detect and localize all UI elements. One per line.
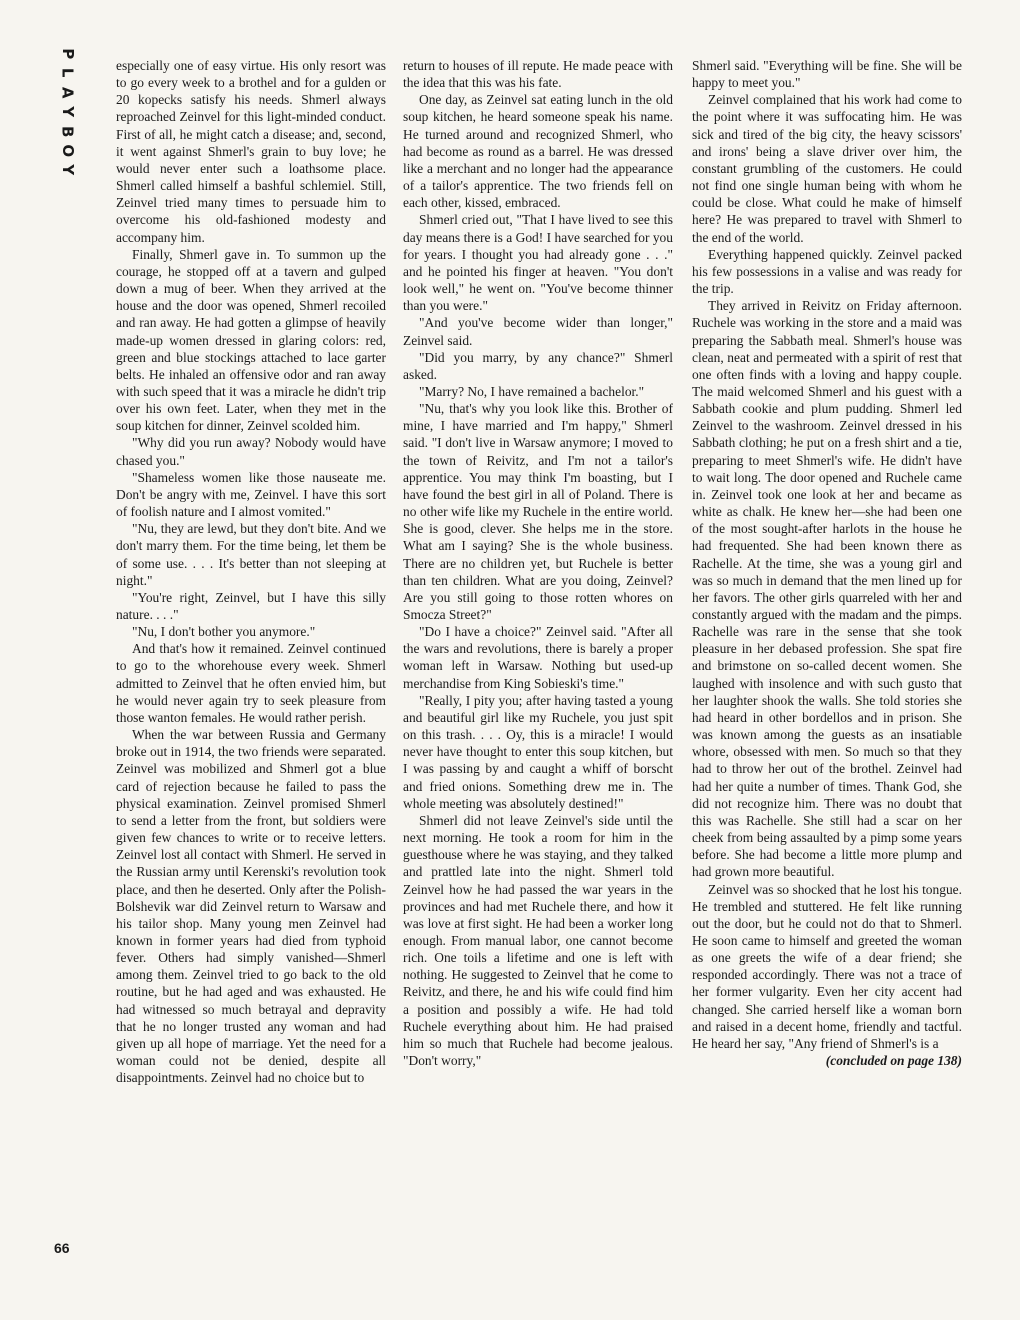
paragraph: return to houses of ill repute. He made peace with the idea that this was his fate. [403, 58, 673, 91]
paragraph: "Nu, that's why you look like this. Brother of mine, I have married and I'm happy," Shmerl said. "I don't live in Warsaw anymore; I moved to the town of Reivitz, and I'm not a tailor's apprentice. You may think I'm boasting, but I have found the best girl in all of Poland. There is no other wife like my Ruchele in the entire world. She is good, clever. She helps me in the store. What am I saying? She is the whole business. There are no children yet, but Ruchele is better than ten children. What are you doing, Zeinvel? Are you still going to those rotten whores on Smocza Street?" [403, 401, 673, 622]
paragraph: Shmerl cried out, "That I have lived to see this day means there is a God! I have searched for you for years. I thought you had already gone . . ." and he pointed his finger at heaven. "You don't look well," he went on. "You've become thinner than you were." [403, 212, 673, 314]
paragraph: They arrived in Reivitz on Friday afternoon. Ruchele was working in the store and a maid was preparing the Sabbath meal. Shmerl's house was clean, neat and permeated with a spirit of rest that one often finds with a loving and happy couple. The maid welcomed Shmerl and his guest with a Sabbath cookie and plum pudding. Shmerl led Zeinvel to the washroom. Zeinvel dressed in his Sabbath clothing; he put on a fresh shirt and a tie, preparing to meet Shmerl's wife. He didn't have to wait long. The door opened and Ruchele came in. Zeinvel took one look at her and became as white as chalk. He knew her—she had been one of the most sought-after harlots in the house he had frequented. She had been known there as Rachelle. At the time, she was a young girl and was so much in demand that the men lined up for her favors. The other girls quarreled with her and constantly argued with the madam and the pimps. Rachelle was rare in the sense that she took pleasure in her debased profession. She spat fire and brimstone on so-called decent women. She laughed with insolence and with such gusto that her laughter shook the walls. She told stories she had heard in other bordellos and in prison. She was known among the guests as an insatiable whore, obsessed with men. So much so that they had to throw her out of the brothel. Zeinvel had had her quite a number of times. Thank God, she did not recognize him. There was no doubt that this was Rachelle. She still had a scar on her cheek from being assaulted by a pimp some years before. She had become a little more plump and had grown more beautiful. [692, 298, 962, 880]
paragraph: "Did you marry, by any chance?" Shmerl asked. [403, 349, 673, 382]
masthead-letter: O [58, 144, 77, 158]
paragraph: "You're right, Zeinvel, but I have this silly nature. . . ." [116, 589, 386, 622]
paragraph: "Nu, I don't bother you anymore." [132, 624, 316, 640]
paragraph: "Shameless women like those nauseate me. Don't be angry with me, Zeinvel. I have this sort of foolish nature and I almost vomited." [116, 469, 386, 520]
page-number: 66 [54, 1240, 70, 1256]
paragraph: "Marry? No, I have remained a bachelor." [419, 383, 645, 399]
paragraph: Shmerl did not leave Zeinvel's side until the next morning. He took a room for him in the guesthouse where he was staying, and they talked and prattled late into the night. Shmerl told Zeinvel how he had passed the war years in the provinces and had met Ruchele there, and how it was love at first sight. He had been a worker long enough. From manual labor, one cannot become rich. One toils a lifetime and one is left with nothing. He suggested to Zeinvel that he come to Reivitz, and there, he and his wife could find him a position and possibly a wife. He had told Ruchele everything about him. He had praised him so much that Ruchele had become jealous. "Don't worry," [403, 812, 673, 1069]
masthead-letter: B [58, 125, 77, 138]
continuation-note [692, 1052, 962, 1069]
text-column-3 [692, 57, 962, 1267]
magazine-masthead [57, 44, 77, 180]
text-column-1 [116, 57, 386, 1267]
paragraph: Zeinvel complained that his work had come to the point where it was suffocating him. He was sick and tired of the big city, the heavy scissors' and irons' being a slave driver over him, the constant grumbling of the customers. He could not find one single human being with whom he could be close. What could he make of himself here? He was prepared to travel with Shmerl to the end of the world. [692, 92, 962, 245]
masthead-letter: Y [58, 164, 77, 176]
paragraph: Everything happened quickly. Zeinvel packed his few possessions in a valise and was ready for the trip. [692, 246, 962, 297]
paragraph: One day, as Zeinvel sat eating lunch in the old soup kitchen, he heard someone speak his name. He turned around and recognized Shmerl, who had become as round as a barrel. He was dressed like a merchant and no longer had the appearance of a tailor's apprentice. The two friends fell on each other, kissed, embraced. [403, 92, 673, 211]
paragraph: "Nu, they are lewd, but they don't bite. And we don't marry them. For the time being, let them be of some use. . . . It's better than not sleeping at night." [116, 521, 386, 588]
paragraph: Shmerl said. "Everything will be fine. She will be happy to meet you." [692, 58, 962, 91]
paragraph: And that's how it remained. Zeinvel continued to go to the whorehouse every week. Shmerl admitted to Zeinvel that he often envied him, but he would never again try to seek pleasure from those wanton females. He would rather perish. [116, 641, 386, 725]
masthead-letter: A [58, 86, 77, 99]
paragraph: especially one of easy virtue. His only resort was to go every week to a brothel and for a gulden or 20 kopecks satisfy his needs. Shmerl always reproached Zeinvel for this light-minded conduct. First of all, he might catch a disease; and, second, it went against Shmerl's grain to buy love; he would never enter such a loathsome place. Shmerl called himself a bashful schlemiel. Still, Zeinvel tried many times to persuade him to overcome his old-fashioned modesty and accompany him. [116, 58, 386, 245]
text-column-2 [403, 57, 673, 1267]
paragraph: "And you've become wider than longer," Zeinvel said. [403, 315, 673, 348]
paragraph: "Really, I pity you; after having tasted a young and beautiful girl like my Ruchele, you just spit on this trash. . . . Oy, this is a miracle! I would never have thought to enter this soup kitchen, but I was passing by and caught a whiff of borscht and fried onions. Something drew me in. The whole meeting was absolutely destined!" [403, 692, 673, 811]
masthead-letter: P [58, 48, 77, 60]
paragraph: "Do I have a choice?" Zeinvel said. "After all the wars and revolutions, there is barely a proper woman left in Warsaw. Nothing but used-up merchandise from King Sobieski's time." [403, 624, 673, 691]
continuation-text: (concluded on page 138) [825, 1053, 962, 1069]
paragraph: "Why did you run away? Nobody would have chased you." [116, 435, 386, 468]
masthead-letter: L [58, 68, 77, 78]
masthead-letter: Y [58, 106, 77, 118]
paragraph: Finally, Shmerl gave in. To summon up the courage, he stopped off at a tavern and gulped down a mug of beer. When they arrived at the house and the door was opened, Shmerl recoiled and ran away. He had gotten a glimpse of heavily made-up women dressed in glaring colors: red, green and blue stockings attached to lace garter belts. He inhaled an offensive odor and ran away with such speed that it was a miracle he didn't trip over his own feet. Later, when they met in the soup kitchen for dinner, Zeinvel scolded him. [116, 246, 386, 434]
paragraph: Zeinvel was so shocked that he lost his tongue. He trembled and stuttered. He felt like running out the door, but he could not do that to Shmerl. He soon came to himself and greeted the woman as one greets the wife of a dear friend; she responded accordingly. There was not a trace of her former vulgarity. Even her city accent had changed. She carried herself like a woman born and raised in a decent home, friendly and tactful. He heard her say, "Any friend of Shmerl's is a [692, 881, 962, 1051]
paragraph: When the war between Russia and Germany broke out in 1914, the two friends were separated. Zeinvel was mobilized and Shmerl got a blue card of rejection because he failed to pass the physical examination. Zeinvel promised Shmerl to send a letter from the front, but soldiers were given few chances to write or to receive letters. Zeinvel lost all contact with Shmerl. He served in the Russian army until Kerenski's revolution took place, and then he deserted. Only after the Polish-Bolshevik war did Zeinvel return to Warsaw and his tailor shop. Many young men Zeinvel had known in former years had died from typhoid fever. Others had simply vanished—Shmerl among them. Zeinvel tried to go back to the old routine, but he had aged and was exhausted. He had witnessed so much betrayal and depravity that he no longer trusted any woman and had given up all hope of marriage. Yet the need for a woman could not be denied, despite all disappointments. Zeinvel had no choice but to [116, 727, 386, 1086]
